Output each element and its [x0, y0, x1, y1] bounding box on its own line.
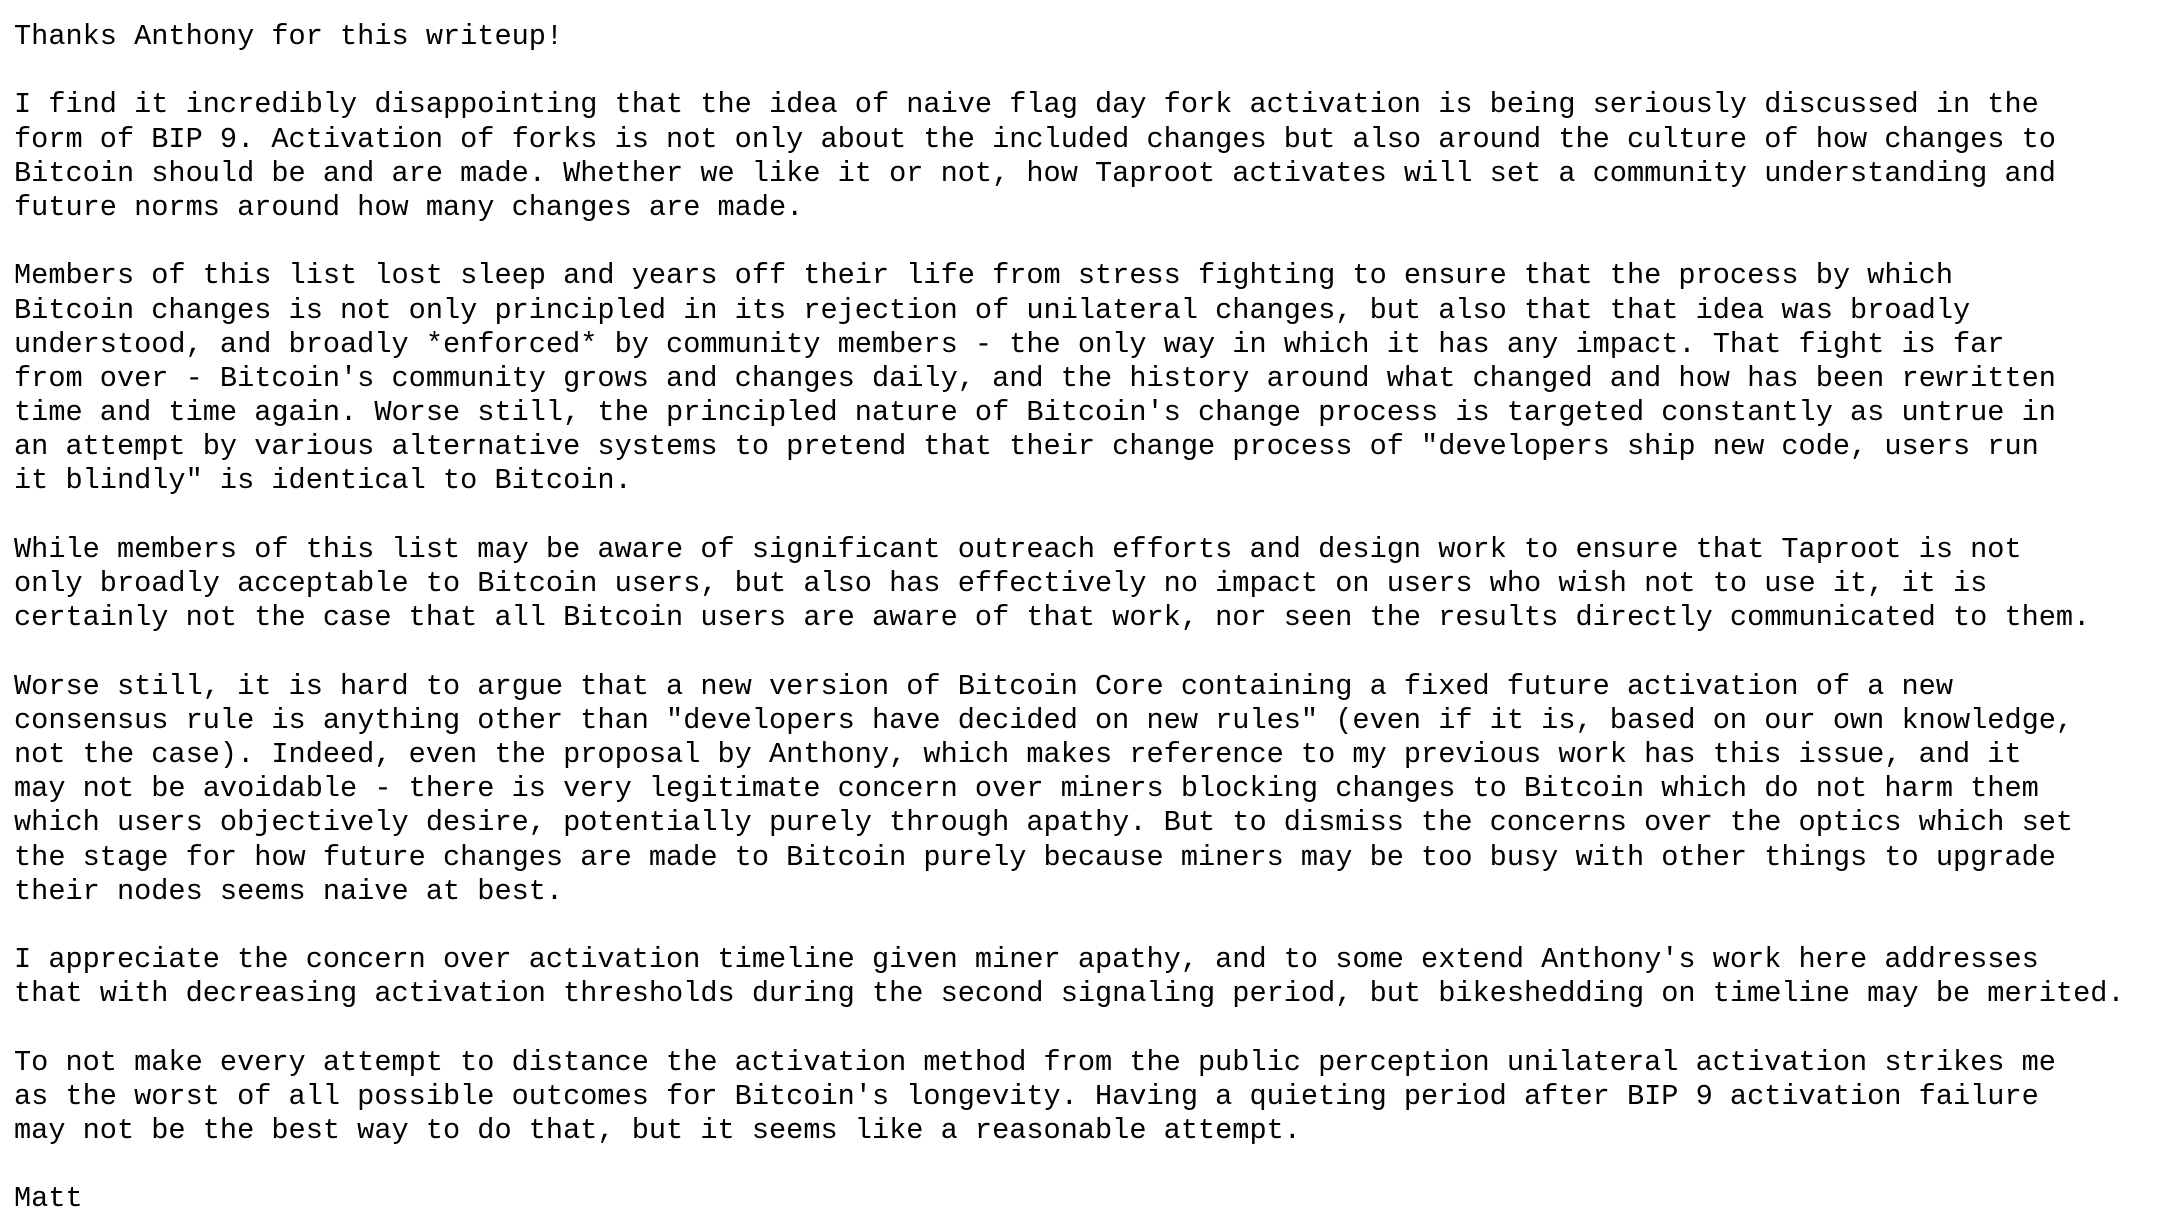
body-paragraph	[14, 943, 2172, 1011]
paragraph-line: from over - Bitcoin's community grows and changes daily, and the history around what changed and how has been rewritten	[14, 361, 2056, 395]
message-paragraphs	[14, 88, 2172, 1148]
paragraph-line: I appreciate the concern over activation timeline given miner apathy, and to some extend Anthony's work here addresses	[14, 943, 2039, 977]
paragraph-line: I find it incredibly disappointing that the idea of naive flag day fork activation is being seriously discussed in the	[14, 88, 2039, 122]
body-paragraph	[14, 259, 2172, 498]
paragraph-line: may not be the best way to do that, but it seems like a reasonable attempt.	[14, 1114, 1301, 1147]
paragraph-line: consensus rule is anything other than "developers have decided on new rules" (even if it is, based on our own knowledge,	[14, 703, 2074, 737]
paragraph-line: Worse still, it is hard to argue that a new version of Bitcoin Core containing a fixed future activation of a new	[14, 669, 1953, 703]
body-paragraph	[14, 670, 2172, 909]
body-paragraph	[14, 88, 2172, 225]
paragraph-line: that with decreasing activation thresholds during the second signaling period, but bikeshedding on timeline may be merited.	[14, 977, 2125, 1011]
paragraph-line: certainly not the case that all Bitcoin users are aware of that work, nor seen the results directly communicated to them.	[14, 601, 2091, 635]
paragraph-line: only broadly acceptable to Bitcoin users, but also has effectively no impact on users who wish not to use it, it is	[14, 567, 1988, 600]
signature-line: Matt	[14, 1182, 83, 1216]
paragraph-line: which users objectively desire, potentially purely through apathy. But to dismiss the concerns over the optics which set	[14, 806, 2074, 840]
paragraph-line: While members of this list may be aware of significant outreach efforts and design work to ensure that Taproot is not	[14, 532, 2022, 566]
paragraph-line: an attempt by various alternative systems to pretend that their change process of "developers ship new code, users run	[14, 430, 2039, 464]
paragraph-line: the stage for how future changes are made to Bitcoin purely because miners may be too busy with other things to upgrade	[14, 840, 2056, 874]
paragraph-line: may not be avoidable - there is very legitimate concern over miners blocking changes to Bitcoin which do not harm them	[14, 772, 2039, 806]
paragraph-line: To not make every attempt to distance the activation method from the public perception unilateral activation strikes me	[14, 1045, 2056, 1079]
signature-paragraph	[14, 1182, 2172, 1216]
greeting-line: Thanks Anthony for this writeup!	[14, 20, 564, 53]
paragraph-line: understood, and broadly *enforced* by community members - the only way in which it has any impact. That fight is far	[14, 327, 2005, 361]
paragraph-line: as the worst of all possible outcomes for Bitcoin's longevity. Having a quieting period after BIP 9 activation failure	[14, 1079, 2039, 1113]
paragraph-line: Bitcoin should be and are made. Whether we like it or not, how Taproot activates will set a community understanding and	[14, 156, 2056, 190]
body-paragraph	[14, 1046, 2172, 1149]
paragraph-line: not the case). Indeed, even the proposal by Anthony, which makes reference to my previous work has this issue, and it	[14, 737, 2022, 771]
paragraph-line: it blindly" is identical to Bitcoin.	[14, 464, 632, 498]
paragraph-line: future norms around how many changes are made.	[14, 190, 804, 224]
body-paragraph	[14, 533, 2172, 636]
paragraph-line: Members of this list lost sleep and years off their life from stress fighting to ensure that the process by which	[14, 259, 1953, 293]
paragraph-line: their nodes seems naive at best.	[14, 874, 564, 908]
paragraph-line: time and time again. Worse still, the principled nature of Bitcoin's change process is targeted constantly as untrue in	[14, 396, 2056, 430]
paragraph-line: Bitcoin changes is not only principled in its rejection of unilateral changes, but also that that idea was broadly	[14, 293, 1971, 327]
paragraph-line: form of BIP 9. Activation of forks is not only about the included changes but also around the culture of how changes to	[14, 122, 2056, 156]
greeting-paragraph	[14, 20, 2172, 54]
